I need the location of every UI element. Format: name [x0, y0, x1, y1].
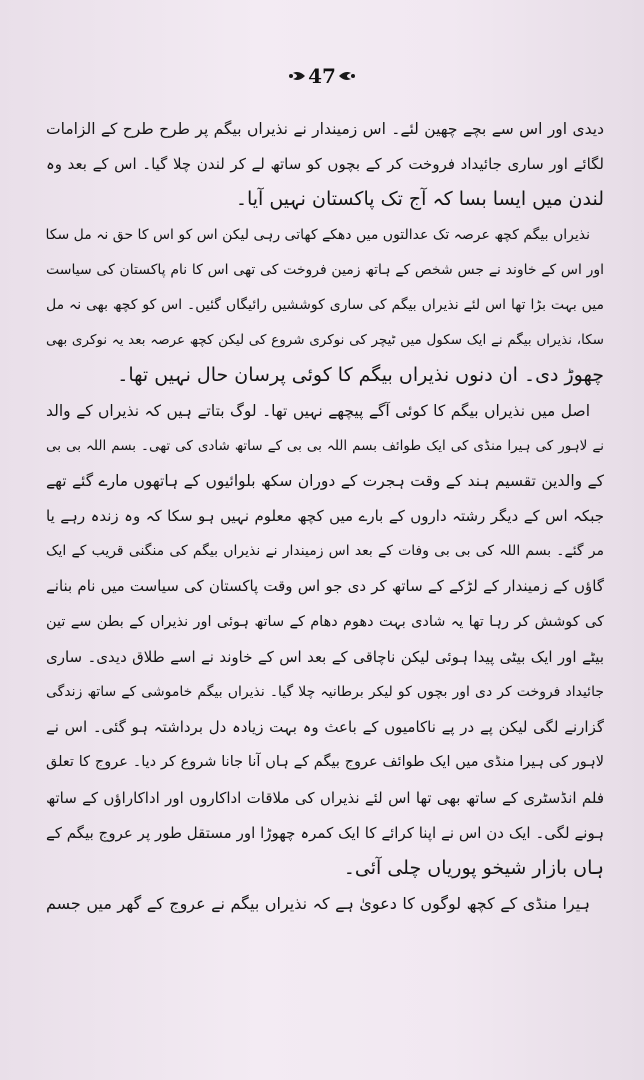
text-line: جائیداد فروخت کر دی اور بچوں کو لیکر برطانیہ چلا گیا۔ نذیراں بیگم خاموشی کے ساتھ زندگی — [46, 684, 604, 700]
text-line: لاہور کی ہیرا منڈی میں ایک طوائف عروج بیگم کے ہاں آنا جانا شروع کر دیا۔ عروج کا تعلق — [46, 754, 604, 771]
ornament-right-icon — [338, 67, 356, 85]
text-line: اور اس کے خاوند نے جس شخص کے ہاتھ زمین فروخت کی تھی اس کا نام پاکستان کی سیاست — [46, 261, 604, 278]
text-line: بیٹے اور ایک بیٹی پیدا ہوئی لیکن ناچاقی کے بعد اس کے خاوند نے اسے طلاق دیدی۔ ساری — [46, 647, 604, 666]
text-line: گزارنے لگی لیکن پے در پے ناکامیوں کے باعث وہ بہت زیادہ دل برداشتہ ہو گئی۔ اس نے — [46, 718, 604, 737]
page-header — [0, 58, 644, 94]
page-number-ornament — [288, 64, 356, 88]
text-line: لندن میں ایسا بسا کہ آج تک پاکستان نہیں آیا۔ — [235, 188, 604, 211]
text-line: کے والدین تقسیم ہند کے وقت ہجرت کے دوران سکھ بلوائیوں کے ہاتھوں مارے گئے تھے — [46, 471, 604, 490]
text-line: نے لاہور کی ہیرا منڈی کی ایک طوائف بسم اللہ بی بی کے ساتھ شادی کی تھی۔ بسم اللہ بی بی — [46, 437, 604, 454]
text-line: سکا، نذیراں بیگم نے ایک سکول میں ٹیچر کی نوکری شروع کی لیکن کچھ عرصہ بعد یہ نوکری بھی — [46, 332, 604, 349]
text-line: میں بہت بڑا تھا اس لئے نذیراں بیگم کی ساری کوششیں رائیگاں گئیں۔ اس کو کچھ بھی نہ مل — [46, 296, 604, 313]
text-line: فلم انڈسٹری کے ساتھ بھی تھا اس لئے نذیراں کی ملاقات اداکاروں اور اداکاراؤں کے ساتھ — [46, 788, 604, 807]
text-line: لگائے اور ساری جائیداد فروخت کر کے بچوں کو ساتھ لے کر لندن چلا گیا۔ اس کے بعد وہ — [46, 155, 604, 174]
text-line: نذیراں بیگم کچھ عرصہ تک عدالتوں میں دھکے کھاتی رہی لیکن اس کو اس کا حق نہ مل سکا — [46, 226, 590, 243]
text-line: دیدی اور اس سے بچے چھین لئے۔ اس زمیندار نے نذیراں بیگم پر طرح طرح کے الزامات — [46, 120, 604, 138]
page-number: 47 — [308, 64, 336, 88]
page-body-text — [46, 112, 604, 921]
text-line: ہاں بازار شیخو پوریاں چلی آئی۔ — [343, 856, 604, 879]
text-line: جبکہ اس کے دیگر رشتہ داروں کے بارے میں کچھ معلوم نہیں ہو سکا کہ وہ زندہ رہے یا — [46, 507, 604, 526]
text-line: چھوڑ دی۔ ان دنوں نذیراں بیگم کا کوئی پرسان حال نہیں تھا۔ — [117, 364, 604, 387]
text-line: گاؤں کے زمیندار کے لڑکے کے ساتھ کر دی جو اس وقت پاکستان کی سیاست میں نام بنانے — [46, 577, 604, 596]
text-line: کی کوشش کر رہا تھا یہ شادی بہت دھوم دھام کے ساتھ ہوئی اور نذیراں کے بطن سے تین — [46, 613, 604, 630]
text-line: ہونے لگی۔ ایک دن اس نے اپنا کرائے کا ایک کمرہ چھوڑا اور مستقل طور پر عروج بیگم کے — [46, 823, 604, 842]
ornament-left-icon — [288, 67, 306, 85]
text-line: مر گئے۔ بسم اللہ کی بی بی وفات کے بعد اس زمیندار نے نذیراں بیگم کی منگنی قریب کے ایک — [46, 543, 604, 560]
text-line: ہیرا منڈی کے کچھ لوگوں کا دعویٰ ہے کہ نذیراں بیگم نے عروج کے گھر میں جسم — [46, 894, 590, 914]
text-line: اصل میں نذیراں بیگم کا کوئی آگے پیچھے نہیں تھا۔ لوگ بتاتے ہیں کہ نذیراں کے والد — [46, 401, 590, 420]
